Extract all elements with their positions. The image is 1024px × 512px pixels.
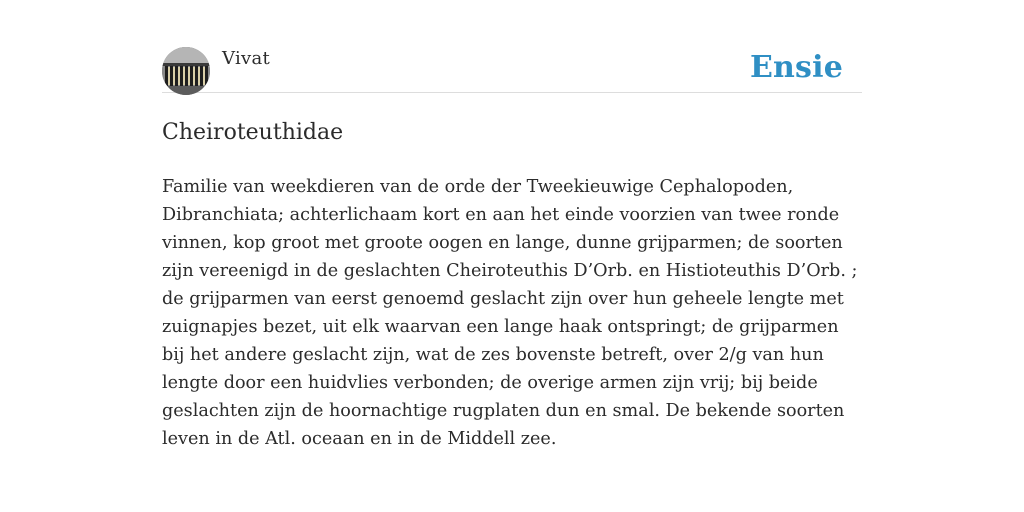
entry-title: Cheiroteuthidae (162, 120, 344, 145)
entry-card (162, 46, 862, 453)
brand-logo[interactable]: Ensie (749, 50, 843, 85)
entry-header (162, 46, 862, 93)
source-name[interactable]: Vivat (222, 48, 271, 69)
source-avatar[interactable] (162, 47, 210, 95)
bookshelf-icon (162, 47, 210, 95)
entry-body: Familie van weekdieren van de orde der Tweekieuwige Cephalopoden, Dibranchiata; achterlichaam kort en aan het einde voorzien van twee ronde vinnen, kop groot met groote oogen en lange, dunne grijparmen; de soorten zijn vereenigd in de geslachten Cheiroteuthis D’Orb. en Histioteuthis D’Orb. ; de grijparmen van eerst genoemd geslacht zijn over hun geheele lengte met zuignapjes bezet, uit elk waarvan een lange haak ontspringt; de grijparmen bij het andere geslacht zijn, wat de zes bovenste betreft, over 2/g van hun lengte door een huidvlies verbonden; de overige armen zijn vrij; bij beide geslachten zijn de hoornachtige rugplaten dun en smal. De bekende soorten leven in de Atl. oceaan en in de Middell zee. (162, 177, 858, 449)
